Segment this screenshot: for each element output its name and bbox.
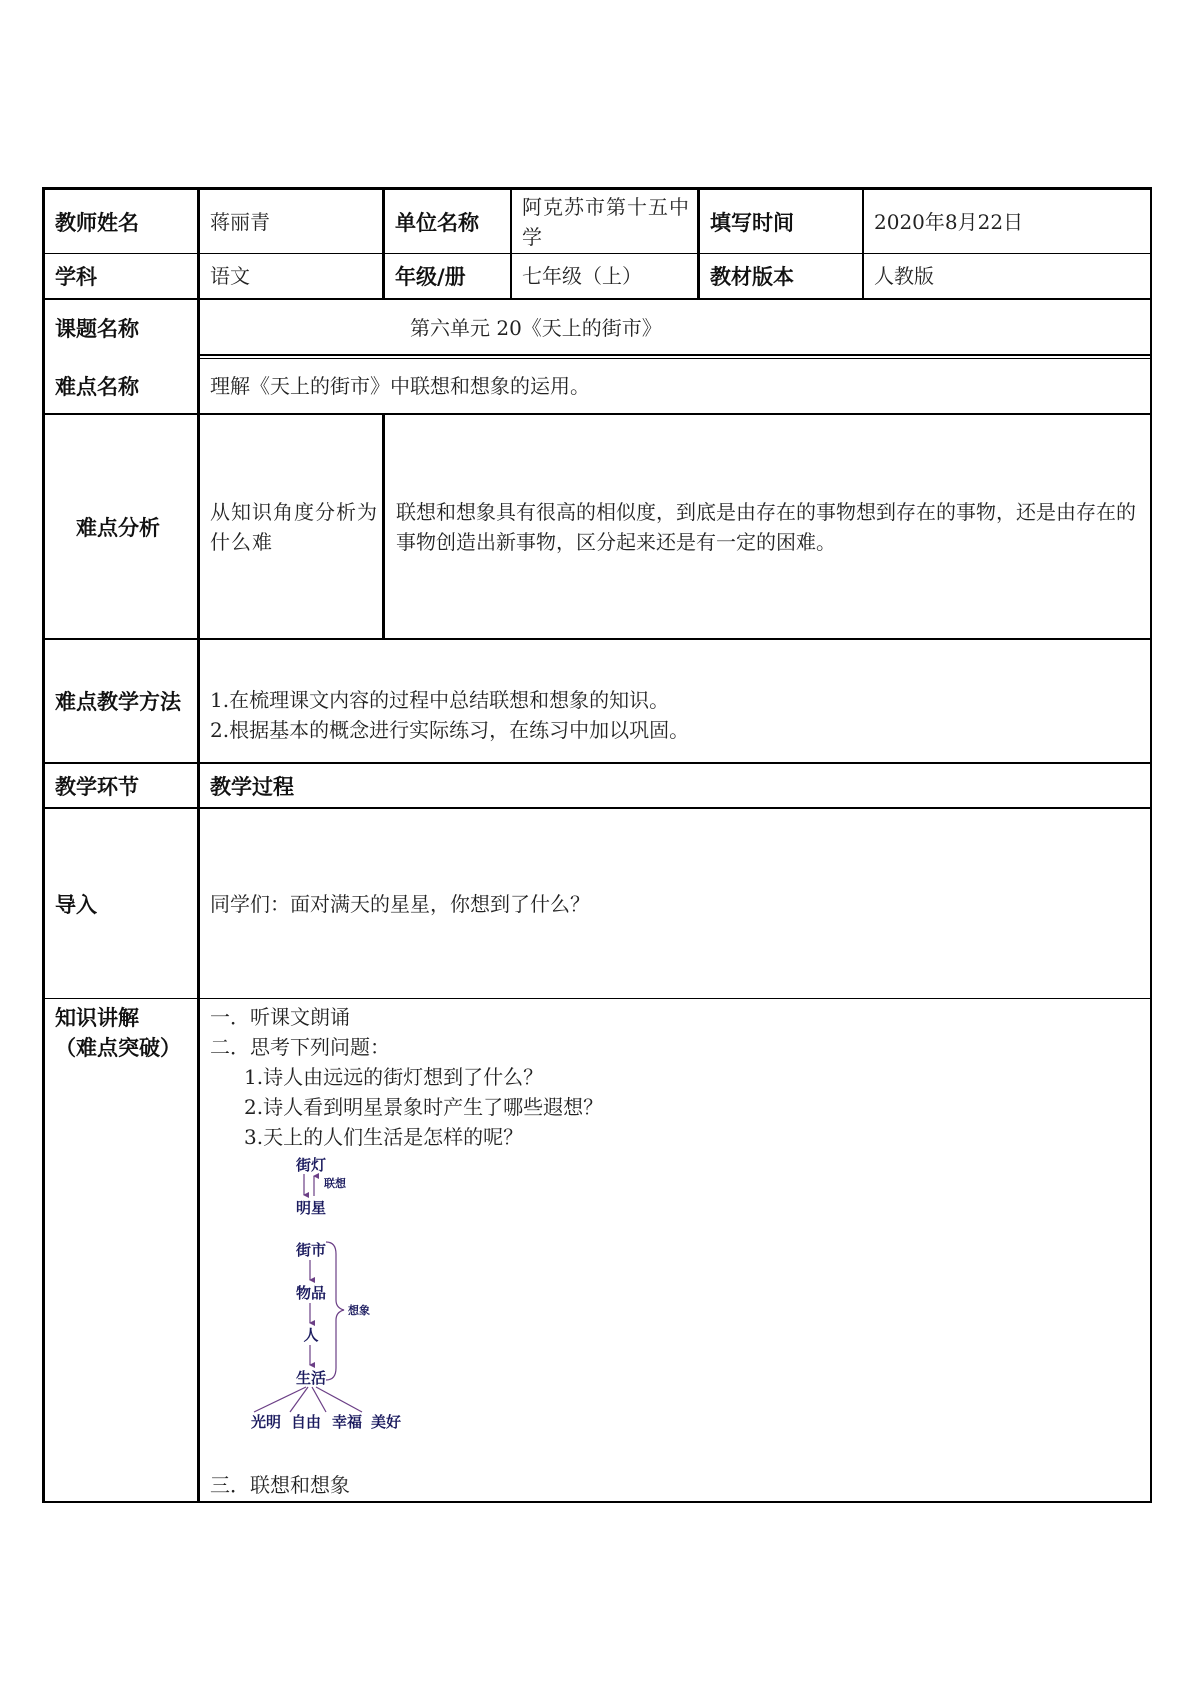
knowledge-label-line1: 知识讲解 (55, 1006, 139, 1030)
grade-value: 七年级（上） (522, 264, 642, 288)
knowledge-item-3: 三．联想和想象 (210, 1473, 350, 1497)
diagram-leaf-freedom: 自由 (290, 1413, 322, 1431)
stage-header: 教学环节 (55, 774, 139, 799)
diagram-leaf-happiness: 幸福 (331, 1413, 363, 1431)
method-label: 难点教学方法 (55, 690, 181, 714)
teacher-name-label: 教师姓名 (55, 210, 139, 235)
question-item: 2.诗人看到明星景象时产生了哪些遐想？ (244, 1095, 604, 1119)
analysis-sub-text: 从知识角度分析为什么难 (210, 500, 378, 554)
imagination-label: 想象 (348, 1304, 370, 1317)
knowledge-label-line2: （难点突破） (55, 1036, 181, 1060)
intro-value: 同学们：面对满天的星星，你想到了什么？ (210, 891, 590, 916)
column-divider (862, 187, 864, 299)
topic-label: 课题名称 (55, 317, 139, 341)
teacher-name-value: 蒋丽青 (210, 209, 270, 234)
diagram-node-goods: 物品 (295, 1284, 327, 1302)
edition-value: 人教版 (874, 264, 934, 288)
analysis-sub-label (210, 415, 378, 639)
column-divider (510, 187, 512, 299)
intro-label: 导入 (55, 892, 97, 917)
row-divider (42, 998, 1152, 999)
fill-time-label: 填写时间 (710, 210, 794, 235)
knowledge-content (210, 1002, 1140, 1152)
row-divider (42, 762, 1152, 764)
analysis-value (396, 415, 1144, 639)
diagram-node-people: 人 (303, 1326, 319, 1344)
method-lines (210, 685, 689, 745)
association-flow-diagram (240, 1150, 440, 1450)
table-border-right (1150, 187, 1152, 1503)
method-line: 2.根据基本的概念进行实际练习，在练习中加以巩固。 (210, 718, 690, 742)
subject-label: 学科 (55, 265, 97, 289)
edition-label: 教材版本 (710, 265, 794, 289)
diagram-leaf-brightness: 光明 (250, 1413, 282, 1431)
knowledge-item-1: 一．听课文朗诵 (210, 1005, 350, 1029)
column-divider (382, 413, 385, 639)
grade-label: 年级/册 (395, 265, 466, 289)
difficulty-label: 难点名称 (55, 375, 139, 399)
analysis-label: 难点分析 (76, 516, 160, 540)
knowledge-item-2: 二．思考下列问题： (210, 1035, 390, 1059)
association-label: 联想 (324, 1177, 346, 1190)
knowledge-label (55, 1003, 195, 1063)
diagram-node-bright-star: 明星 (295, 1199, 327, 1217)
table-border-left (42, 187, 45, 1503)
method-value (210, 640, 1140, 762)
unit-name-label: 单位名称 (395, 210, 479, 235)
column-divider (697, 187, 700, 299)
diagram-node-street-lamp: 街灯 (295, 1156, 327, 1174)
column-divider (197, 187, 200, 1503)
diagram-node-street-market: 街市 (295, 1241, 327, 1259)
question-item: 1.诗人由远远的街灯想到了什么？ (244, 1065, 544, 1089)
fill-time-value: 2020年8月22日 (874, 209, 1024, 234)
diagram-node-life: 生活 (295, 1369, 327, 1387)
question-item: 3.天上的人们生活是怎样的呢？ (244, 1125, 524, 1149)
topic-value: 第六单元 20《天上的街市》 (410, 316, 662, 340)
subject-value: 语文 (210, 264, 250, 288)
method-line: 1.在梳理课文内容的过程中总结联想和想象的知识。 (210, 688, 670, 712)
diagram-branch (254, 1387, 306, 1412)
unit-name-value (522, 190, 694, 253)
diagram-leaf-beauty: 美好 (370, 1413, 402, 1431)
difficulty-value: 理解《天上的街市》中联想和想象的运用。 (210, 374, 590, 398)
table-border-bottom (42, 1501, 1152, 1503)
process-header: 教学过程 (210, 774, 294, 799)
diagram-branch (316, 1387, 362, 1412)
imagination-brace (326, 1242, 344, 1380)
unit-name-text: 阿克苏市第十五中学 (522, 194, 690, 249)
column-divider (382, 187, 385, 299)
analysis-text: 联想和想象具有很高的相似度，到底是由存在的事物想到存在的事物，还是由存在的事物创造出新事物，区分起来还是有一定的困难。 (396, 500, 1136, 554)
